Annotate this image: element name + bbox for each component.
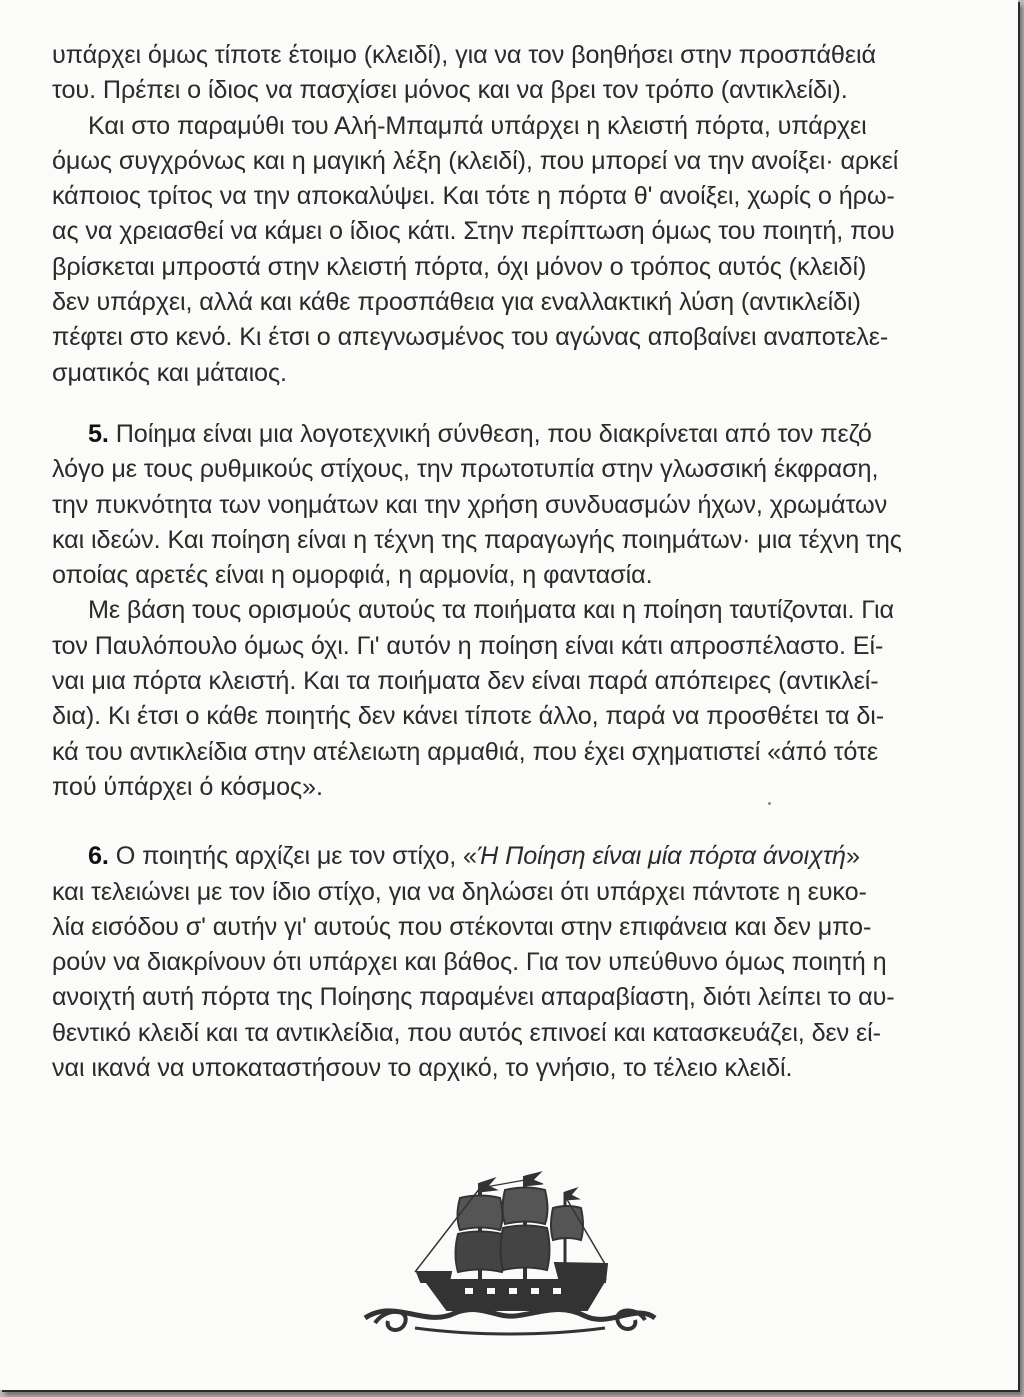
text-line: πέφτει στο κενό. Κι έτσι ο απεγνωσμένος του αγώνας αποβαίνει αναποτελε- — [52, 323, 889, 352]
text-line: δεν υπάρχει, αλλά και κάθε προσπάθεια για εναλλακτική λύση (αντικλείδι) — [52, 288, 861, 317]
text-line: υπάρχει όμως τίποτε έτοιμο (κλειδί), για να τον βοηθήσει στην προσπάθειά — [52, 41, 876, 69]
text-line: οποίας αρετές είναι η ομορφιά, η αρμονία, η φαντασία. — [52, 561, 653, 590]
text-line: όμως συγχρόνως και η μαγική λέξη (κλειδί), που μπορεί να την ανοίξει· αρκεί — [52, 146, 899, 175]
text-line: Με βάση τους ορισμούς αυτούς τα ποιήματα και η ποίηση ταυτίζονται. Για — [88, 596, 894, 625]
paragraph — [52, 593, 970, 805]
paragraph-6 — [52, 839, 970, 1086]
text-line: κά του αντικλείδια στην ατέλειωτη αρμαθιά, που έχει σχηματιστεί «άπό τότε — [52, 737, 878, 766]
text-line — [52, 417, 970, 452]
text-line: την πυκνότητα των νοημάτων και την χρήση συνδυασμών ήχων, χρωμάτων — [52, 490, 888, 519]
text-line: λόγο με τους ρυθμικούς στίχους, την πρωτοτυπία στην γλωσσική έκφραση, — [52, 455, 879, 484]
page-body — [52, 38, 970, 1086]
paragraph-number: 6. — [88, 842, 109, 871]
text-line: πού ύπάρχει ό κόσμος». — [52, 772, 323, 801]
text-line: λία εισόδου σ' αυτήν γι' αυτούς που στέκονται στην επιφάνεια και δεν μπο- — [52, 912, 872, 941]
sailing-ship-ornament — [355, 1168, 665, 1338]
text-line: σματικός και μάταιος. — [52, 358, 287, 387]
text-line: θεντικό κλειδί και τα αντικλείδια, που αυτός επινοεί και κατασκευάζει, δεν εί- — [52, 1018, 881, 1047]
text-line — [52, 839, 970, 874]
text-line: του. Πρέπει ο ίδιος να πασχίσει μόνος και να βρει τον τρόπο (αντικλείδι). — [52, 76, 848, 105]
paragraph-number: 5. — [88, 419, 109, 448]
text-line: ρούν να διακρίνουν ότι υπάρχει και βάθος. Για τον υπεύθυνο όμως ποιητή η — [52, 948, 887, 977]
paragraph-5 — [52, 417, 970, 593]
paragraph — [52, 38, 970, 109]
paragraph — [52, 109, 970, 391]
text-line: ναι ικανά να υποκαταστήσουν το αρχικό, το γνήσιο, το τέλειο κλειδί. — [52, 1054, 793, 1083]
text-line-content: Ο ποιητής αρχίζει με τον στίχο, « — [108, 842, 477, 871]
text-line: δια). Κι έτσι ο κάθε ποιητής δεν κάνει τίποτε άλλο, παρά να προσθέτει τα δι- — [52, 702, 885, 731]
text-line: τον Παυλόπουλο όμως όχι. Γι' αυτόν η ποίηση είναι κάτι απροσπέλαστο. Εί- — [52, 631, 884, 660]
poem-verse-quote: Ή Ποίηση είναι μία πόρτα άνοιχτή — [476, 842, 846, 871]
text-line: Και στο παραμύθι του Αλή-Μπαμπά υπάρχει η κλειστή πόρτα, υπάρχει — [88, 111, 867, 140]
text-line: βρίσκεται μπροστά στην κλειστή πόρτα, όχι μόνον ο τρόπος αυτός (κλειδί) — [52, 252, 867, 281]
text-line: ανοιχτή αυτή πόρτα της Ποίησης παραμένει απαραβίαστη, διότι λείπει το αυ- — [52, 983, 895, 1012]
text-line: και ιδεών. Και ποίηση είναι η τέχνη της παραγωγής ποιημάτων· μια τέχνη της — [52, 525, 902, 554]
quote-close: » — [845, 842, 860, 871]
speck — [768, 802, 771, 805]
text-line-content: Ποίημα είναι μια λογοτεχνική σύνθεση, που διακρίνεται από τον πεζό — [108, 419, 872, 448]
text-line: ας να χρειασθεί να κάμει ο ίδιος κάτι. Στην περίπτωση όμως του ποιητή, που — [52, 217, 895, 246]
text-line: κάποιος τρίτος να την αποκαλύψει. Και τότε η πόρτα θ' ανοίξει, χωρίς ο ήρω- — [52, 182, 895, 211]
text-line: και τελειώνει με τον ίδιο στίχο, για να δηλώσει ότι υπάρχει πάντοτε η ευκο- — [52, 877, 867, 906]
text-line: ναι μια πόρτα κλειστή. Και τα ποιήματα δεν είναι παρά απόπειρες (αντικλεί- — [52, 667, 879, 696]
